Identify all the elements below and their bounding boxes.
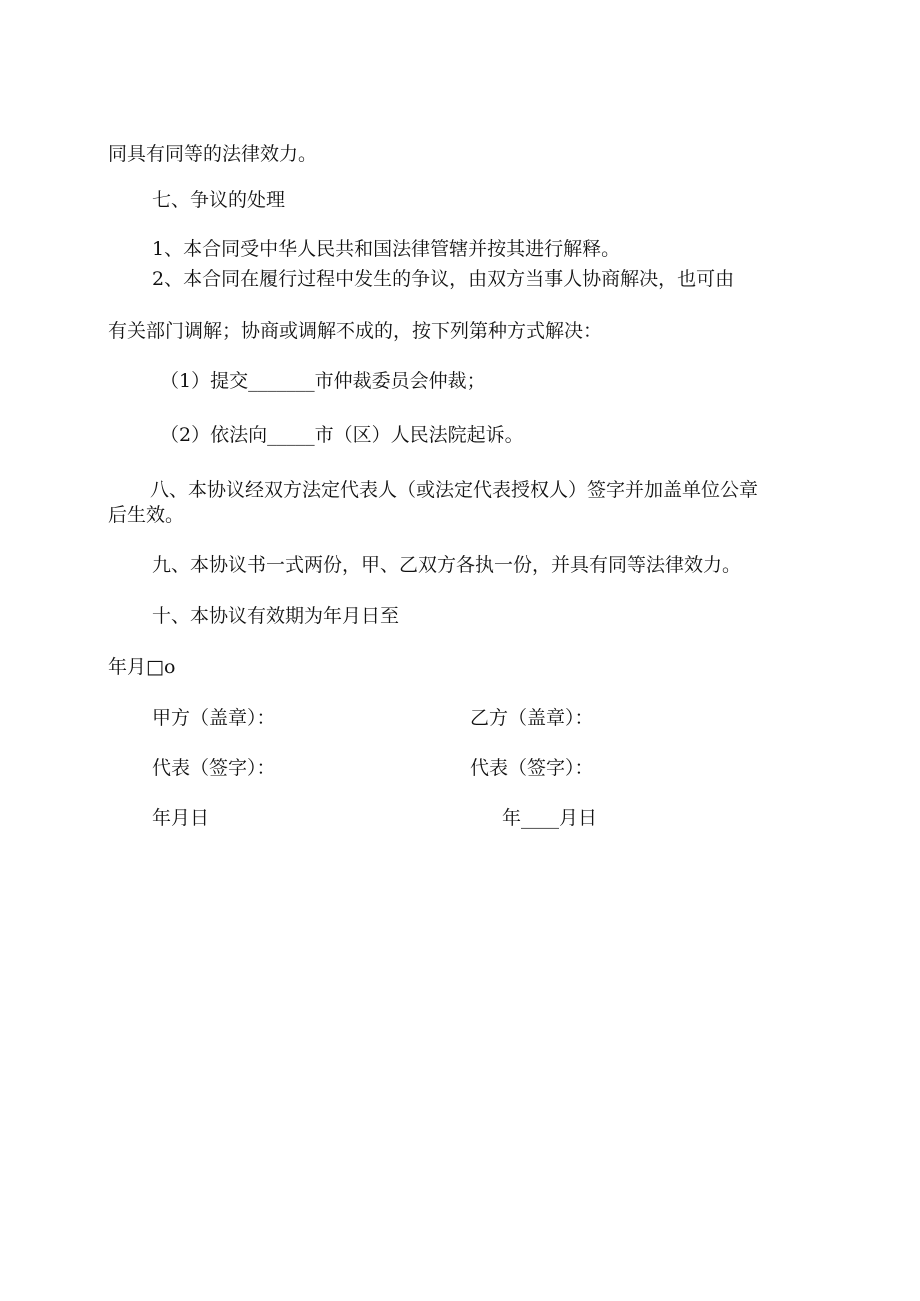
party-a-seal-label: 甲方（盖章）： bbox=[152, 707, 276, 729]
section-7-item-1: 1、本合同受中华人民共和国法律管辖并按其进行解释。 bbox=[152, 238, 621, 260]
paragraph-continuation: 同具有同等的法律效力。 bbox=[108, 143, 318, 165]
section-10-end: 年月□o bbox=[108, 656, 176, 678]
section-7-item-2-line-2: 有关部门调解；协商或调解不成的，按下列第种方式解决： bbox=[108, 320, 603, 342]
party-a-date: 年月日 bbox=[152, 807, 210, 829]
section-10: 十、本协议有效期为年月日至 bbox=[152, 605, 400, 627]
section-9: 九、本协议书一式两份，甲、乙双方各执一份，并具有同等法律效力。 bbox=[152, 554, 742, 576]
party-b-date: 年____月日 bbox=[502, 807, 598, 829]
section-7-heading: 七、争议的处理 bbox=[152, 189, 286, 211]
section-8-line-1: 八、本协议经双方法定代表人（或法定代表授权人）签字并加盖单位公章 bbox=[150, 479, 759, 501]
section-7-item-2-line-1: 2、本合同在履行过程中发生的争议，由双方当事人协商解决，也可由 bbox=[152, 268, 735, 290]
party-b-rep-label: 代表（签字）： bbox=[470, 757, 594, 779]
party-b-seal-label: 乙方（盖章）： bbox=[470, 707, 594, 729]
section-8-line-2: 后生效。 bbox=[108, 504, 185, 526]
dispute-option-2: （2）依法向_____市（区）人民法院起诉。 bbox=[160, 424, 524, 446]
dispute-option-1: （1）提交_______市仲裁委员会仲裁； bbox=[160, 370, 486, 392]
party-a-rep-label: 代表（签字）： bbox=[152, 757, 276, 779]
